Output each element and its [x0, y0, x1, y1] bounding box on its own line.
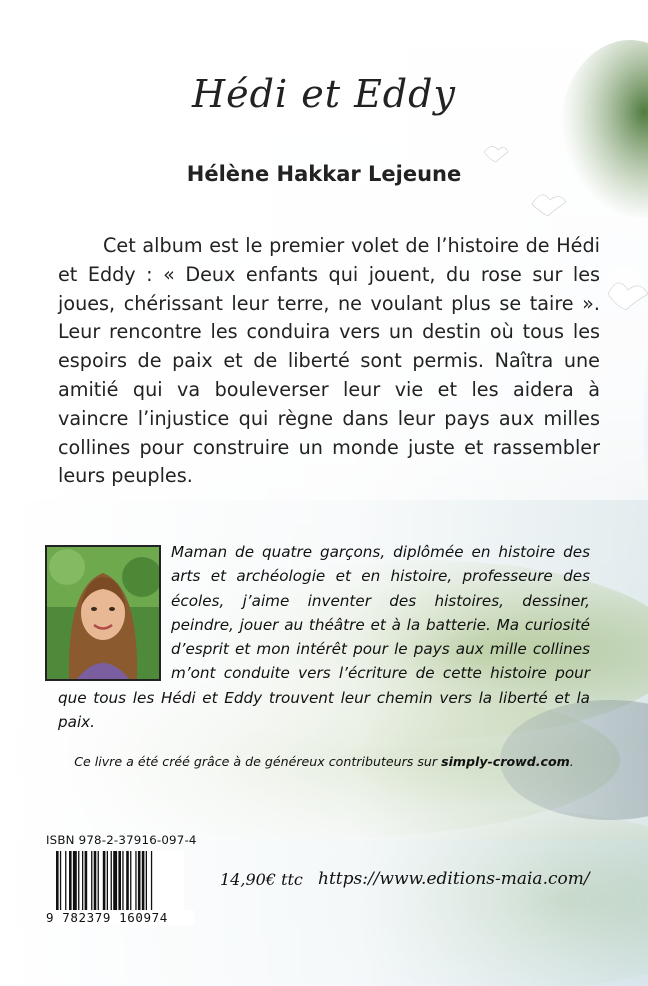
crowdfunding-note: Ce livre a été créé grâce à de généreux contributeurs sur simply-crowd.com. [74, 754, 574, 769]
author-photo [45, 545, 161, 681]
barcode-digits: 9 782379 160974 [46, 910, 194, 925]
barcode-icon [54, 851, 184, 911]
blurb-text: Cet album est le premier volet de l’histoire de Hédi et Eddy : « Deux enfants qui jouent, du rose sur les joues, chérissant leur terre, ne voulant plus se taire ». Leur rencontre les conduira vers un destin où tous les espoirs de paix et de liberté sont permis. Naîtra une amitié qui va bouleverser leur vie et les aidera à vaincre l’injustice qui règne dans leur pays aux milles collines pour construire un monde juste et rassembler leurs peuples. [58, 234, 600, 488]
isbn-label: ISBN 978-2-37916-097-4 [46, 833, 197, 847]
bio-text: Maman de quatre garçons, diplômée en histoire des arts et archéologie et en histoire, professeure des écoles, j’aime inventer des histoires, dessiner, peindre, jouer au théâtre et à la batterie. Ma curiosité d’esprit et mon intérêt pour le pays aux mille collines m’ont conduite vers l’écriture de cette histoire pour que tous les Hédi et Eddy trouvent leur chemin vers la liberté et la paix. [58, 543, 590, 732]
author-name: Hélène Hakkar Lejeune [186, 162, 462, 186]
book-title: Hédi et Eddy [192, 72, 456, 116]
publisher-url[interactable]: https://www.editions-maia.com/ [318, 869, 590, 889]
book-blurb [58, 232, 600, 491]
price: 14,90€ ttc [220, 870, 303, 889]
crowdfunding-site: simply-crowd.com [441, 754, 570, 769]
barcode-area [42, 833, 197, 928]
